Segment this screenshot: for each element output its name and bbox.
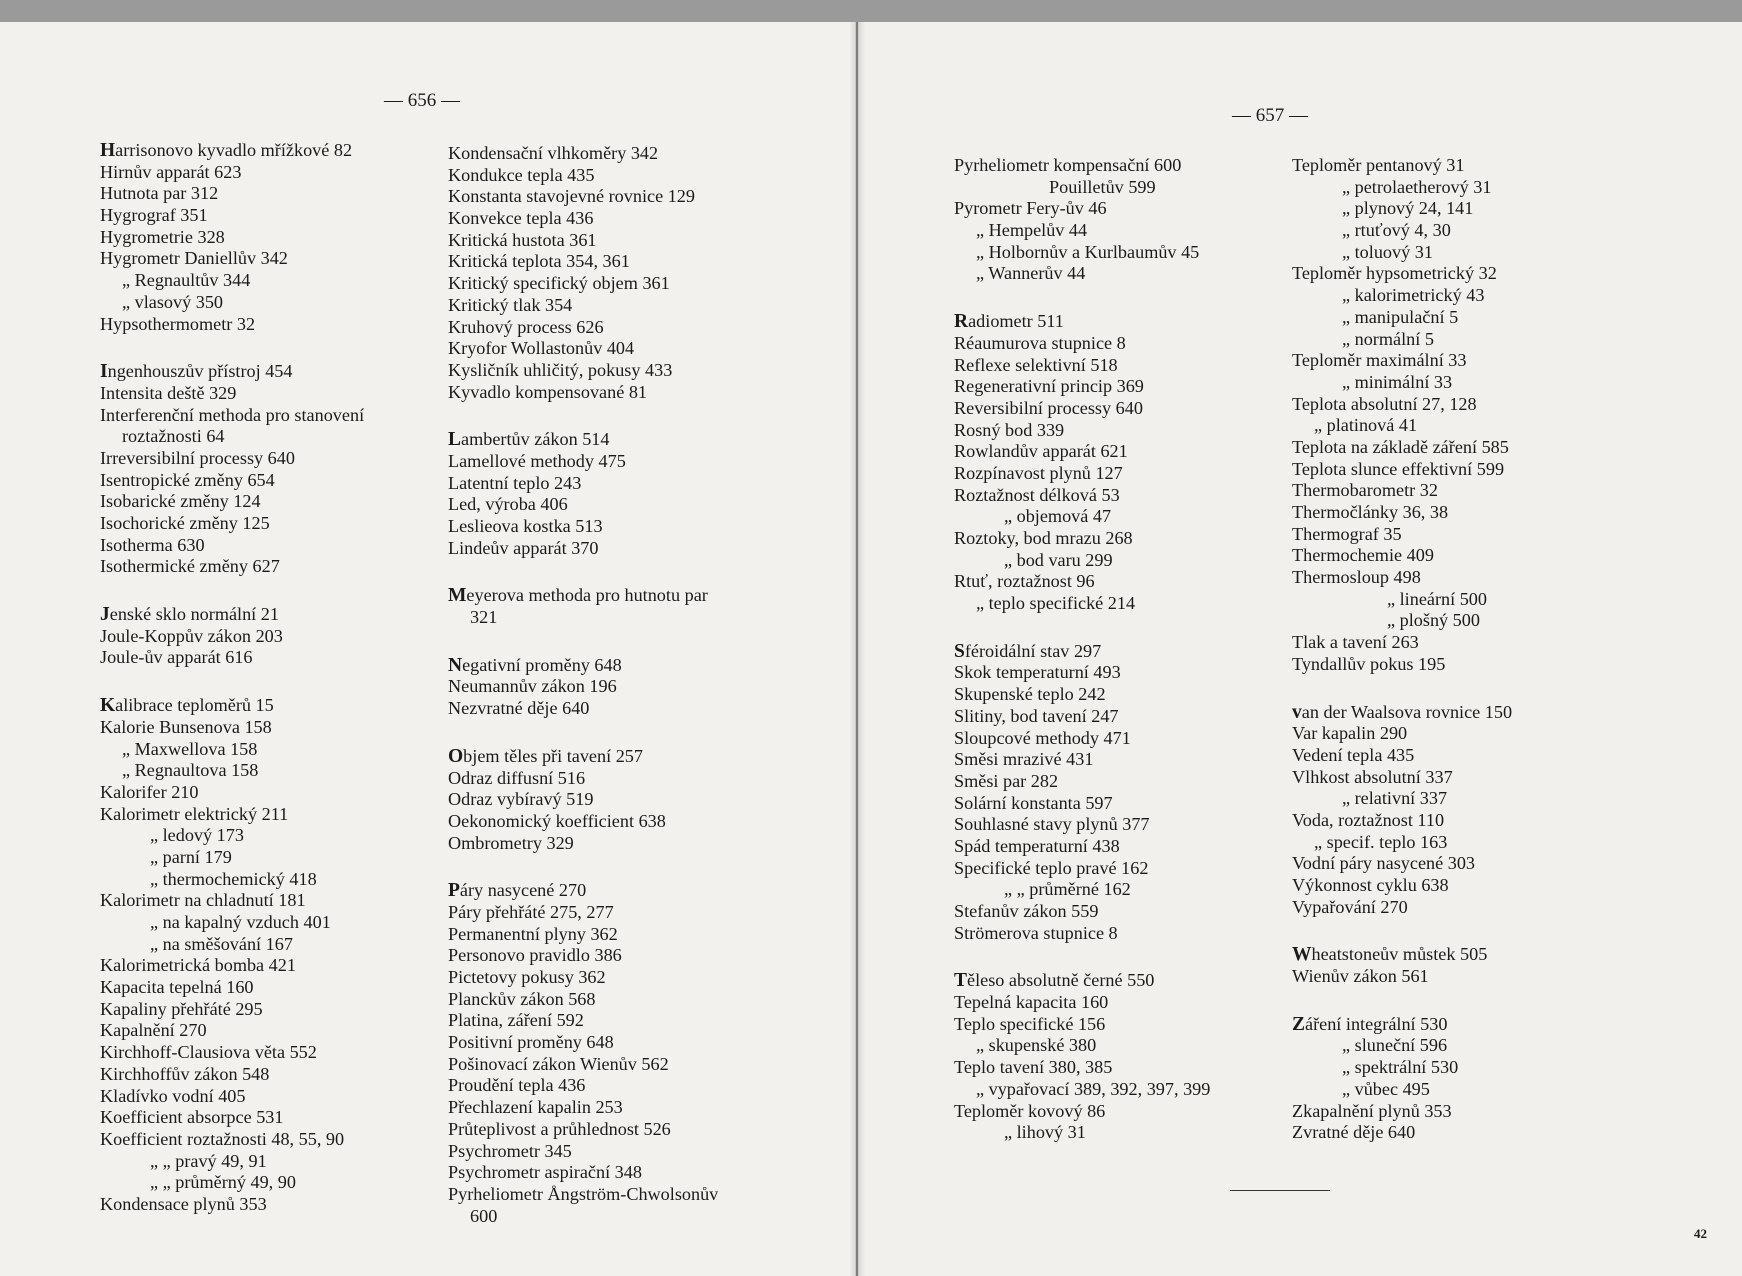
index-entry: Isotherma 630 — [100, 534, 205, 555]
index-entry: „ vůbec 495 — [1342, 1078, 1430, 1099]
index-entry: Teplota absolutní 27, 128 — [1292, 393, 1477, 414]
index-entry: Interferenční methoda pro stanovení — [100, 404, 365, 425]
index-entry: „ minimální 33 — [1342, 371, 1453, 392]
index-entry: Isothermické změny 627 — [100, 556, 280, 577]
index-entry: Ombrometry 329 — [448, 832, 574, 853]
index-column-3 — [954, 155, 1210, 1144]
index-entry: Tyndallův pokus 195 — [1292, 653, 1446, 674]
index-entry: Zvratné děje 640 — [1292, 1122, 1416, 1143]
index-entry: Stefanův zákon 559 — [954, 901, 1099, 921]
index-entry: Nezvratné děje 640 — [448, 698, 590, 719]
index-entry: Positivní proměny 648 — [448, 1032, 614, 1053]
letter-group-gap — [954, 944, 1210, 970]
index-entry: Oekonomický koefficient 638 — [448, 810, 666, 831]
index-entry: Isentropické změny 654 — [100, 469, 275, 490]
index-entry: Ingenhouszův přístroj 454 — [100, 361, 293, 383]
letter-group-gap — [448, 403, 718, 429]
index-entry: Negativní proměny 648 — [448, 654, 622, 676]
index-entry: „ lihový 31 — [1004, 1122, 1086, 1143]
index-entry: Lindeův apparát 370 — [448, 537, 599, 558]
index-entry: „ spektrální 530 — [1342, 1057, 1459, 1078]
index-entry: Teplo tavení 380, 385 — [954, 1057, 1113, 1078]
index-entry: Solární konstanta 597 — [954, 792, 1113, 813]
group-initial-letter: T — [954, 970, 968, 992]
group-initial-letter: Z — [1292, 1013, 1306, 1035]
index-entry: Kalorimetr elektrický 211 — [100, 803, 289, 824]
index-entry: „ normální 5 — [1342, 328, 1434, 349]
index-entry: „ bod varu 299 — [1004, 549, 1113, 570]
index-entry: Kyvadlo kompensované 81 — [448, 381, 648, 402]
index-entry: Pyrheliometr Ångström-Chwolsonův — [448, 1183, 719, 1204]
index-entry: Latentní teplo 243 — [448, 472, 582, 493]
index-entry: Jenské sklo normální 21 — [100, 604, 279, 626]
index-entry: Kondensační vlhkoměry 342 — [448, 143, 659, 163]
index-entry: Konstanta stavojevné rovnice 129 — [448, 186, 695, 207]
index-entry: Pošinovací zákon Wienův 562 — [448, 1053, 669, 1074]
index-entry: Teploměr pentanový 31 — [1292, 155, 1465, 175]
index-entry: Sféroidální stav 297 — [954, 640, 1102, 662]
index-entry: Kapalnění 270 — [100, 1020, 207, 1041]
index-entry: „ vypařovací 389, 392, 397, 399 — [976, 1078, 1211, 1099]
index-entry: Réaumurova stupnice 8 — [954, 332, 1126, 353]
index-entry: Pyrometr Fery-ův 46 — [954, 198, 1107, 219]
letter-group-gap — [448, 720, 718, 746]
index-entry: Kapacita tepelná 160 — [100, 977, 254, 998]
index-entry: „ na kapalný vzduch 401 — [150, 912, 331, 932]
index-entry: „ thermochemický 418 — [150, 868, 317, 889]
index-entry: Kalorimetr na chladnutí 181 — [100, 890, 306, 911]
index-entry: Vypařování 270 — [1292, 896, 1408, 917]
page-number-left: — 656 — — [384, 90, 460, 111]
index-entry: „ skupenské 380 — [976, 1035, 1097, 1056]
index-entry: Průteplivost a průhlednost 526 — [448, 1118, 671, 1139]
index-entry: „ sluneční 596 — [1342, 1035, 1448, 1056]
index-entry: Teploměr maximální 33 — [1292, 350, 1467, 371]
group-initial-letter: P — [448, 880, 460, 902]
index-entry: Teploměr kovový 86 — [954, 1100, 1106, 1121]
index-entry: Pouilletův 599 — [1049, 176, 1156, 197]
index-entry: „ objemová 47 — [1004, 506, 1112, 527]
index-entry: Tepelná kapacita 160 — [954, 992, 1109, 1013]
page-number-right: — 657 — — [1232, 105, 1308, 126]
index-entry: „ rtuťový 4, 30 — [1342, 220, 1451, 241]
index-entry: Leslieova kostka 513 — [448, 516, 603, 536]
index-entry: Regenerativní princip 369 — [954, 376, 1144, 397]
index-entry: Thermograf 35 — [1292, 523, 1402, 544]
index-entry: „ specif. teplo 163 — [1314, 831, 1448, 852]
index-entry: Proudění tepla 436 — [448, 1075, 586, 1096]
index-entry: Kruhový process 626 — [448, 316, 604, 337]
index-entry: Thermosloup 498 — [1292, 567, 1421, 588]
index-column-2 — [448, 143, 718, 1227]
index-entry: Hirnův apparát 623 — [100, 161, 242, 182]
letter-group-gap — [448, 559, 718, 585]
index-entry: Kritický tlak 354 — [448, 294, 573, 315]
index-entry: Kirchhoffův zákon 548 — [100, 1063, 270, 1084]
index-entry: Hygrograf 351 — [100, 205, 208, 226]
index-entry: Souhlasné stavy plynů 377 — [954, 814, 1150, 835]
letter-group-gap — [1292, 988, 1512, 1014]
index-entry: Isobarické změny 124 — [100, 491, 261, 512]
index-entry: Kysličník uhličitý, pokusy 433 — [448, 359, 673, 380]
index-entry: Kapaliny přehřáté 295 — [100, 998, 263, 1019]
index-entry: Strömerova stupnice 8 — [954, 922, 1118, 943]
index-entry: „ toluový 31 — [1342, 241, 1433, 262]
index-entry: Spád temperaturní 438 — [954, 835, 1120, 856]
index-entry: „ platinová 41 — [1314, 415, 1418, 436]
index-entry: Skupenské teplo 242 — [954, 684, 1106, 705]
index-entry: Thermochemie 409 — [1292, 545, 1434, 566]
group-initial-letter: I — [100, 361, 108, 383]
letter-group-gap — [1292, 676, 1512, 702]
index-entry: Kritická teplota 354, 361 — [448, 251, 630, 272]
index-column-1 — [100, 140, 364, 1216]
letter-group-gap — [448, 629, 718, 655]
letter-group-gap — [954, 615, 1210, 641]
index-entry: Led, výroba 406 — [448, 494, 568, 515]
index-entry: Irreversibilní processy 640 — [100, 447, 295, 468]
index-entry: Radiometr 511 — [954, 311, 1064, 333]
index-entry: „ teplo specifické 214 — [976, 593, 1136, 614]
index-entry: Neumannův zákon 196 — [448, 676, 617, 697]
index-entry: Tlak a tavení 263 — [1292, 632, 1419, 653]
index-entry: Objem těles při tavení 257 — [448, 745, 643, 767]
index-entry: Platina, záření 592 — [448, 1010, 584, 1031]
index-entry: „ „ průměrný 49, 90 — [150, 1172, 296, 1193]
index-entry: Wheatstoneův můstek 505 — [1292, 944, 1488, 966]
index-entry: Planckův zákon 568 — [448, 988, 596, 1009]
index-entry: Slitiny, bod tavení 247 — [954, 705, 1119, 726]
index-entry: Hygrometr Daniellův 342 — [100, 248, 288, 269]
letter-group-gap — [1292, 918, 1512, 944]
group-initial-letter: v — [1292, 701, 1302, 723]
letter-group-gap — [954, 285, 1210, 311]
index-entry: Koefficient absorpce 531 — [100, 1107, 284, 1128]
index-entry: Specifické teplo pravé 162 — [954, 857, 1149, 878]
index-entry: „ na směšování 167 — [150, 933, 293, 954]
index-entry: Kalibrace teploměrů 15 — [100, 695, 274, 717]
index-entry: 600 — [470, 1205, 498, 1226]
index-entry: „ „ pravý 49, 91 — [150, 1150, 267, 1171]
closing-rule — [1230, 1190, 1330, 1191]
index-entry: „ Regnaultův 344 — [122, 270, 251, 291]
index-entry: „ „ průměrné 162 — [1004, 879, 1131, 900]
index-entry: „ Maxwellova 158 — [122, 738, 258, 759]
index-entry: Vedení tepla 435 — [1292, 744, 1415, 765]
index-entry: Roztažnost délková 53 — [954, 484, 1120, 505]
index-entry: „ relativní 337 — [1342, 788, 1448, 809]
group-initial-letter: N — [448, 654, 463, 676]
index-entry: Thermočlánky 36, 38 — [1292, 502, 1449, 522]
index-entry: Kladívko vodní 405 — [100, 1085, 246, 1106]
index-entry: Kryofor Wollastonův 404 — [448, 338, 635, 359]
index-entry: Odraz vybíravý 519 — [448, 789, 594, 810]
letter-group-gap — [100, 578, 364, 604]
group-initial-letter: O — [448, 745, 464, 767]
index-entry: Kondukce tepla 435 — [448, 164, 595, 185]
index-entry: Vlhkost absolutní 337 — [1292, 766, 1453, 787]
index-entry: Isochorické změny 125 — [100, 513, 270, 533]
group-initial-letter: L — [448, 429, 462, 451]
letter-group-gap — [100, 669, 364, 695]
index-entry: Permanentní plyny 362 — [448, 923, 618, 944]
index-entry: „ lineární 500 — [1387, 588, 1487, 609]
index-entry: Kritická hustota 361 — [448, 229, 597, 250]
book-gutter — [849, 22, 865, 1276]
index-entry: Wienův zákon 561 — [1292, 966, 1429, 987]
index-entry: Těleso absolutně černé 550 — [954, 970, 1155, 992]
index-entry: Thermobarometr 32 — [1292, 480, 1438, 501]
index-entry: Zkapalnění plynů 353 — [1292, 1100, 1452, 1121]
index-entry: Kondensace plynů 353 — [100, 1193, 267, 1214]
index-entry: Psychrometr aspirační 348 — [448, 1162, 642, 1183]
index-entry: Kirchhoff-Clausiova věta 552 — [100, 1042, 317, 1063]
index-entry: Kalorifer 210 — [100, 781, 199, 802]
index-entry: Voda, roztažnost 110 — [1292, 809, 1445, 830]
index-entry: Lambertův zákon 514 — [448, 429, 610, 451]
index-entry: Hygrometrie 328 — [100, 226, 225, 247]
group-initial-letter: M — [448, 585, 467, 607]
index-entry: roztažnosti 64 — [122, 426, 225, 447]
index-entry: „ manipulační 5 — [1342, 306, 1459, 327]
group-initial-letter: S — [954, 640, 965, 662]
group-initial-letter: R — [954, 311, 969, 333]
index-entry: Teplota na základě záření 585 — [1292, 436, 1509, 457]
index-entry: Konvekce tepla 436 — [448, 208, 594, 229]
index-entry: „ plynový 24, 141 — [1342, 198, 1474, 219]
signature-mark: 42 — [1694, 1226, 1707, 1241]
index-entry: Hypsothermometr 32 — [100, 313, 256, 334]
index-entry: Reversibilní processy 640 — [954, 397, 1143, 418]
index-entry: Rowlandův apparát 621 — [954, 441, 1128, 462]
index-entry: Psychrometr 345 — [448, 1140, 572, 1161]
index-entry: Teplota slunce effektivní 599 — [1292, 458, 1505, 479]
index-entry: Teploměr hypsometrický 32 — [1292, 263, 1497, 284]
index-entry: Koefficient roztažnosti 48, 55, 90 — [100, 1128, 345, 1149]
index-entry: „ parní 179 — [150, 846, 232, 867]
index-entry: „ plošný 500 — [1387, 610, 1480, 631]
index-entry: Intensita deště 329 — [100, 382, 237, 403]
index-entry: Rozpínavost plynů 127 — [954, 462, 1123, 483]
index-entry: Odraz diffusní 516 — [448, 767, 586, 788]
index-entry: Sloupcové methody 471 — [954, 727, 1131, 748]
index-entry: Lamellové methody 475 — [448, 450, 626, 471]
index-entry: Skok temperaturní 493 — [954, 662, 1121, 683]
index-entry: Joule-Koppův zákon 203 — [100, 625, 283, 646]
index-entry: Páry přehřáté 275, 277 — [448, 901, 614, 922]
index-entry: van der Waalsova rovnice 150 — [1292, 701, 1513, 723]
index-entry: „ petrolaetherový 31 — [1342, 176, 1492, 197]
index-entry: Záření integrální 530 — [1292, 1013, 1448, 1035]
index-entry: „ vlasový 350 — [122, 291, 224, 312]
index-entry: Joule-ův apparát 616 — [100, 647, 253, 668]
index-entry: Přechlazení kapalin 253 — [448, 1097, 623, 1118]
index-entry: „ kalorimetrický 43 — [1342, 285, 1485, 306]
index-entry: Kalorie Bunsenova 158 — [100, 716, 272, 737]
group-initial-letter: H — [100, 140, 116, 161]
index-entry: „ Hempelův 44 — [976, 220, 1088, 241]
letter-group-gap — [100, 335, 364, 361]
index-entry: Kritický specifický objem 361 — [448, 273, 670, 294]
index-entry: Personovo pravidlo 386 — [448, 945, 622, 966]
index-entry: Rtuť, roztažnost 96 — [954, 571, 1095, 592]
index-entry: Meyerova methoda pro hutnotu par — [448, 585, 708, 607]
letter-group-gap — [448, 854, 718, 880]
index-column-4 — [1292, 155, 1512, 1144]
index-entry: Pyrheliometr kompensační 600 — [954, 155, 1182, 175]
index-entry: Roztoky, bod mrazu 268 — [954, 528, 1133, 548]
index-entry: Kalorimetrická bomba 421 — [100, 955, 296, 976]
index-entry: Harrisonovo kyvadlo mřížkové 82 — [100, 140, 353, 161]
index-entry: Var kapalin 290 — [1292, 723, 1408, 744]
index-entry: Výkonnost cyklu 638 — [1292, 875, 1449, 895]
index-entry: Vodní páry nasycené 303 — [1292, 853, 1476, 874]
index-entry: „ Holbornův a Kurlbaumův 45 — [976, 241, 1200, 262]
index-entry: Rosný bod 339 — [954, 419, 1065, 440]
index-entry: „ Regnaultova 158 — [122, 760, 259, 781]
index-entry: „ Wannerův 44 — [976, 263, 1086, 284]
index-entry: 321 — [470, 607, 498, 628]
index-entry: Páry nasycené 270 — [448, 880, 587, 902]
index-entry: Hutnota par 312 — [100, 183, 219, 204]
index-entry: Směsi par 282 — [954, 770, 1059, 791]
group-initial-letter: W — [1292, 944, 1312, 966]
index-entry: „ ledový 173 — [150, 825, 244, 846]
index-entry: Pictetovy pokusy 362 — [448, 967, 606, 987]
group-initial-letter: J — [100, 604, 110, 626]
index-entry: Teplo specifické 156 — [954, 1013, 1106, 1034]
index-entry: Směsi mrazivé 431 — [954, 749, 1094, 770]
index-entry: Reflexe selektivní 518 — [954, 354, 1118, 375]
group-initial-letter: K — [100, 695, 116, 717]
